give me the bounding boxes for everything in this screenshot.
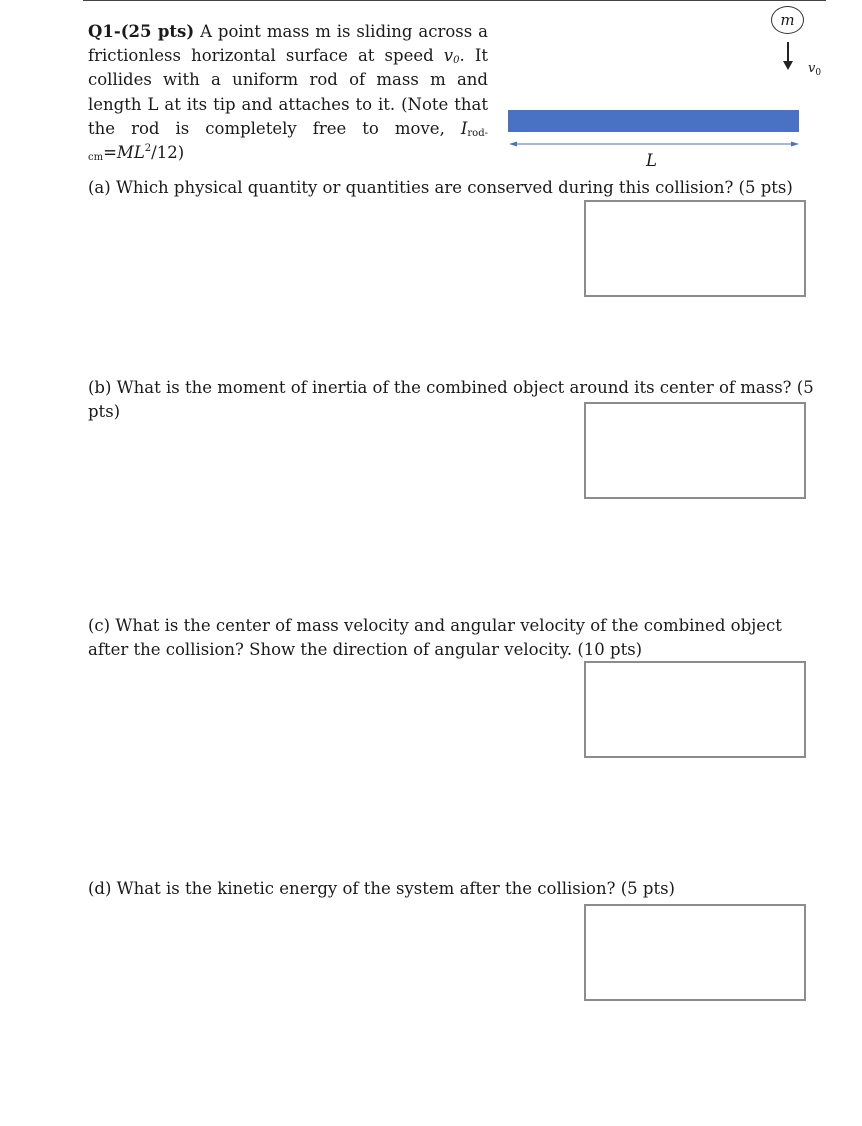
v0-symbol: v	[443, 46, 454, 66]
inertia-subscript: rod-cm	[88, 127, 488, 164]
velocity-symbol: v	[808, 61, 816, 76]
part-a-answer-box[interactable]	[584, 200, 806, 297]
inertia-exponent: 2	[144, 143, 152, 155]
v0-subscript: 0	[453, 55, 460, 67]
part-a-prompt: (a) Which physical quantity or quantities are conserved during this collision? (5 pts)	[88, 178, 793, 197]
uniform-rod	[508, 110, 799, 132]
intro-text-2: . It collides with a uniform rod of mass m and length L at its tip and attaches to it. (Note that the rod is completely free to move,	[88, 46, 488, 138]
velocity-arrowhead	[783, 61, 793, 70]
part-d-answer-box[interactable]	[584, 904, 806, 1001]
part-c-prompt: (c) What is the center of mass velocity and angular velocity of the combined object after the collision? Show the direction of angular velocity. (10 pts)	[88, 616, 782, 660]
part-b-prompt: (b) What is the moment of inertia of the combined object around its center of mass? (5 pts)	[88, 378, 814, 422]
inertia-tail: /12)	[151, 143, 185, 163]
intro-text-1: A point mass m is sliding across a frictionless horizontal surface at speed	[88, 22, 488, 66]
inertia-equation: =ML	[103, 143, 145, 163]
part-b-answer-box[interactable]	[584, 402, 806, 499]
velocity-subscript: 0	[815, 68, 822, 78]
length-label: L	[646, 151, 657, 170]
point-mass-circle: m	[771, 6, 804, 34]
collision-diagram	[0, 0, 862, 200]
question-number: Q1-(25 pts)	[88, 22, 195, 41]
part-d-prompt: (d) What is the kinetic energy of the system after the collision? (5 pts)	[88, 879, 675, 898]
velocity-label	[808, 61, 821, 76]
dimension-right-arrowhead	[791, 142, 799, 147]
inertia-symbol: I	[460, 118, 468, 138]
dimension-left-arrowhead	[509, 142, 517, 147]
part-c-answer-box[interactable]	[584, 661, 806, 758]
